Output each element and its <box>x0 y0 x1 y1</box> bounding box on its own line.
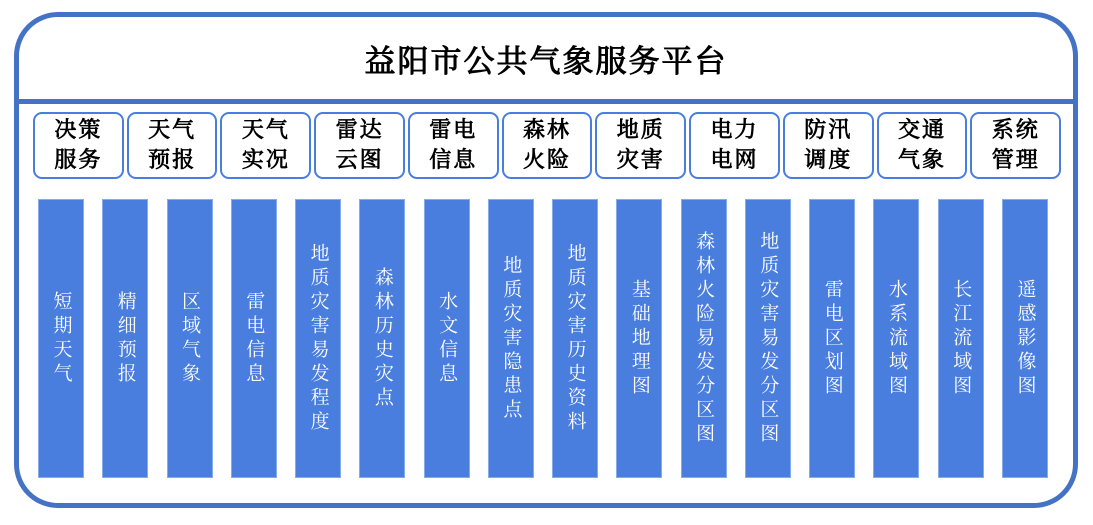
category-label-line: 气象 <box>897 147 946 173</box>
module-label: 短期天气 <box>50 290 73 387</box>
category-box-weather-forecast <box>127 112 218 179</box>
module-label: 森林火险易发分区图 <box>693 230 716 447</box>
module-bar-3 <box>167 199 213 478</box>
category-box-system-management <box>970 112 1061 179</box>
header-divider <box>14 99 1078 104</box>
module-bar-8 <box>488 199 534 478</box>
category-label-line: 灾害 <box>616 147 665 173</box>
category-label-line: 实况 <box>241 147 290 173</box>
category-box-traffic-weather <box>877 112 968 179</box>
category-box-power-grid <box>689 112 780 179</box>
category-label-line: 天气 <box>148 117 197 143</box>
module-bar-13 <box>809 199 855 478</box>
module-bar-10 <box>616 199 662 478</box>
category-label-line: 系统 <box>991 117 1040 143</box>
module-label: 基础地理图 <box>628 278 651 399</box>
module-bar-1 <box>38 199 84 478</box>
module-label: 精细预报 <box>114 290 137 387</box>
title-row <box>19 17 1073 99</box>
module-label: 区域气象 <box>179 290 202 387</box>
module-label: 水文信息 <box>436 290 459 387</box>
module-label: 地质灾害隐患点 <box>500 254 523 423</box>
category-box-lightning-info <box>408 112 499 179</box>
category-label-line: 云图 <box>335 147 384 173</box>
module-label: 遥感影像图 <box>1014 278 1037 399</box>
category-label-line: 决策 <box>54 117 103 143</box>
category-label-line: 火险 <box>523 147 572 173</box>
module-bar-2 <box>102 199 148 478</box>
category-label-line: 管理 <box>991 147 1040 173</box>
module-label: 水系流域图 <box>885 278 908 399</box>
module-bar-12 <box>745 199 791 478</box>
module-bar-4 <box>231 199 277 478</box>
category-label-line: 电网 <box>710 147 759 173</box>
module-bar-14 <box>873 199 919 478</box>
category-label-line: 防汛 <box>804 117 853 143</box>
platform-frame <box>14 12 1078 508</box>
module-label: 雷电信息 <box>243 290 266 387</box>
module-row <box>38 199 1048 478</box>
category-label-line: 森林 <box>523 117 572 143</box>
module-bar-11 <box>681 199 727 478</box>
category-label-line: 交通 <box>897 117 946 143</box>
category-box-geological-disaster <box>595 112 686 179</box>
module-bar-6 <box>359 199 405 478</box>
category-label-line: 电力 <box>710 117 759 143</box>
category-box-forest-fire-risk <box>502 112 593 179</box>
category-label-line: 雷电 <box>429 117 478 143</box>
category-box-radar-cloud <box>314 112 405 179</box>
category-label-line: 调度 <box>804 147 853 173</box>
category-row <box>33 112 1061 179</box>
module-bar-5 <box>295 199 341 478</box>
module-label: 森林历史灾点 <box>371 266 394 411</box>
module-bar-16 <box>1002 199 1048 478</box>
module-bar-9 <box>552 199 598 478</box>
category-label-line: 服务 <box>54 147 103 173</box>
category-label-line: 预报 <box>148 147 197 173</box>
category-label-line: 信息 <box>429 147 478 173</box>
page-title: 益阳市公共气象服务平台 <box>364 43 728 80</box>
category-label-line: 雷达 <box>335 117 384 143</box>
module-bar-15 <box>938 199 984 478</box>
module-label: 地质灾害历史资料 <box>564 242 587 435</box>
module-label: 长江流域图 <box>950 278 973 399</box>
module-label: 地质灾害易发程度 <box>307 242 330 435</box>
module-bar-7 <box>424 199 470 478</box>
category-label-line: 地质 <box>616 117 665 143</box>
category-label-line: 天气 <box>241 117 290 143</box>
module-label: 地质灾害易发分区图 <box>757 230 780 447</box>
category-box-weather-live <box>220 112 311 179</box>
category-box-decision-service <box>33 112 124 179</box>
category-box-flood-control <box>783 112 874 179</box>
module-label: 雷电区划图 <box>821 278 844 399</box>
